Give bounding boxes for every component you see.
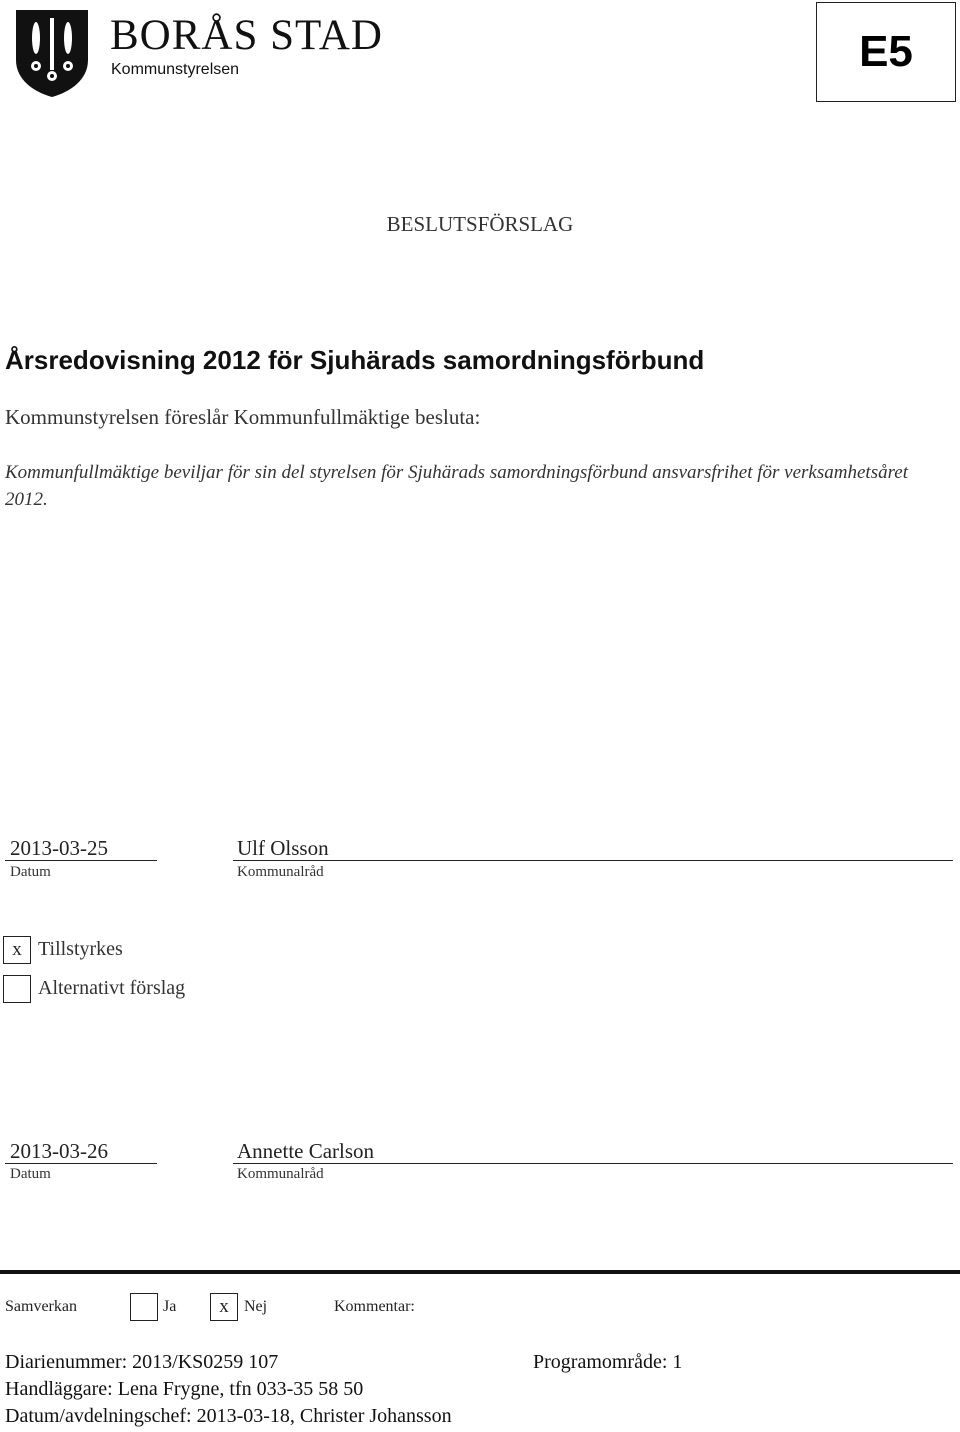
signature2-date-line xyxy=(5,1163,157,1164)
handlaggare: Handläggare: Lena Frygne, tfn 033-35 58 50 xyxy=(5,1378,364,1400)
document-title: Årsredovisning 2012 för Sjuhärads samordningsförbund xyxy=(5,345,705,375)
signature1-role: Kommunalråd xyxy=(237,864,324,880)
signature2-role: Kommunalråd xyxy=(237,1166,324,1182)
samverkan-nej-checkbox[interactable] xyxy=(210,1293,238,1321)
datum-avdelningschef: Datum/avdelningschef: 2013-03-18, Christer Johansson xyxy=(5,1405,452,1427)
signature1-name-line xyxy=(233,860,953,861)
signature2-name-line xyxy=(233,1163,953,1164)
samverkan-ja-label: Ja xyxy=(163,1298,177,1315)
tillstyrkes-checkbox[interactable] xyxy=(3,936,31,964)
samverkan-nej-label: Nej xyxy=(244,1298,268,1315)
alternativt-forslag-checkbox[interactable] xyxy=(3,975,31,1003)
signature2-date-caption: Datum xyxy=(10,1166,51,1182)
logo-title: BORÅS STAD xyxy=(110,12,383,59)
alternativt-forslag-label: Alternativt förslag xyxy=(38,977,186,999)
diarienummer: Diarienummer: 2013/KS0259 107 xyxy=(5,1351,279,1373)
signature1-date-line xyxy=(5,860,157,861)
programomrade: Programområde: 1 xyxy=(533,1351,683,1373)
item-code: E5 xyxy=(859,27,913,76)
proposal-text: Kommunfullmäktige beviljar för sin del styrelsen för Sjuhärads samordningsförbund ansvarsfrihet för verksamhetsåret 2012. xyxy=(5,462,908,510)
signature1-name: Ulf Olsson xyxy=(237,836,329,860)
city-crest-logo xyxy=(14,8,90,98)
samverkan-ja-checkbox[interactable] xyxy=(130,1293,158,1321)
intro-text: Kommunstyrelsen föreslår Kommunfullmäktige besluta: xyxy=(5,405,481,429)
document-type: BESLUTSFÖRSLAG xyxy=(386,212,574,236)
section-divider xyxy=(0,1270,960,1274)
samverkan-nej-mark: x xyxy=(219,1296,229,1317)
signature2-date: 2013-03-26 xyxy=(10,1139,108,1163)
samverkan-label: Samverkan xyxy=(5,1298,77,1315)
signature1-date: 2013-03-25 xyxy=(10,836,108,860)
logo-subtitle: Kommunstyrelsen xyxy=(111,61,240,78)
signature2-name: Annette Carlson xyxy=(237,1139,375,1163)
kommentar-label: Kommentar: xyxy=(334,1298,415,1315)
signature1-date-caption: Datum xyxy=(10,864,51,880)
tillstyrkes-mark: x xyxy=(12,939,22,960)
item-code-box xyxy=(816,2,956,102)
tillstyrkes-label: Tillstyrkes xyxy=(38,938,123,960)
